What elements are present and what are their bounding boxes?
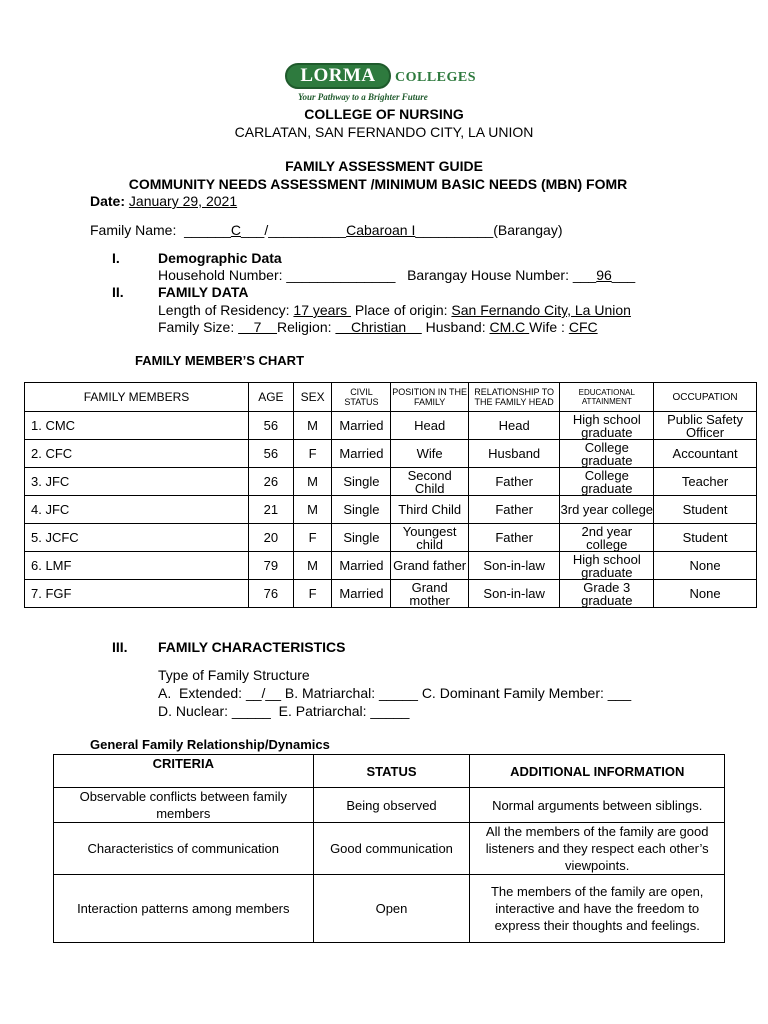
col-family-members-cell: 7. FGF <box>25 580 249 608</box>
col-occupation-cell: Public Safety Officer <box>654 412 757 440</box>
date-label: Date: <box>90 193 126 209</box>
col-occupation-cell: Teacher <box>654 468 757 496</box>
status-header: STATUS <box>313 755 470 788</box>
col-family-members-cell: 3. JFC <box>25 468 249 496</box>
barangay-house-number: 96 <box>596 267 612 283</box>
col-age-cell: 56 <box>248 412 293 440</box>
family-member-table <box>24 382 757 608</box>
criteria-header: CRITERIA <box>54 755 314 788</box>
status-cell: Open <box>313 875 470 943</box>
husband-label: Husband: <box>425 319 486 335</box>
col-occupation-cell: Accountant <box>654 440 757 468</box>
col-occupation-cell: None <box>654 552 757 580</box>
table-row <box>25 468 757 496</box>
col-sex-cell: F <box>293 440 332 468</box>
additional-info-cell: The members of the family are open, interactive and have the freedom to express their thoughts and feelings. <box>470 875 725 943</box>
col-age-cell: 20 <box>248 524 293 552</box>
barangay-house-label: Barangay House Number: <box>407 267 569 283</box>
husband-value: CM.C <box>489 319 530 335</box>
status-cell: Being observed <box>313 788 470 823</box>
col-position-cell: Second Child <box>391 468 468 496</box>
criteria-cell: Observable conflicts between family members <box>54 788 314 823</box>
col-family-members-cell: 2. CFC <box>25 440 249 468</box>
col-sex-cell: M <box>293 468 332 496</box>
col-sex-cell: M <box>293 552 332 580</box>
col-occupation-cell: None <box>654 580 757 608</box>
religion-label: Religion: <box>277 319 332 335</box>
wife-label: Wife : <box>529 319 565 335</box>
date-value: January 29, 2021 <box>128 193 238 209</box>
section-2-num: II. <box>112 284 124 300</box>
col-relationship-cell: Son-in-law <box>468 580 560 608</box>
college-name: COLLEGE OF NURSING <box>304 106 464 122</box>
section-1-title: Demographic Data <box>158 250 282 266</box>
blank: ___ <box>611 267 636 283</box>
dynamics-row <box>54 788 725 823</box>
col-education-cell: College graduate <box>560 440 654 468</box>
dynamics-header-row <box>54 755 725 788</box>
col-relationship-cell: Son-in-law <box>468 552 560 580</box>
family-structure-label: Type of Family Structure <box>158 667 310 683</box>
col-family-members-cell: 6. LMF <box>25 552 249 580</box>
blank: __________(Barangay) <box>415 222 563 238</box>
family-initial: C <box>230 222 241 238</box>
table-header-row <box>25 383 757 412</box>
logo-colleges-text: COLLEGES <box>395 70 477 85</box>
blank: ______ <box>184 222 231 238</box>
col-education-header: EDUCATIONAL ATTAINMENT <box>560 383 654 412</box>
residency-value: 17 years <box>293 302 352 318</box>
section-1-num: I. <box>112 250 120 266</box>
barangay-name: Cabaroan I <box>346 222 416 238</box>
col-sex-cell: F <box>293 580 332 608</box>
logo-text: LORMA <box>300 65 376 86</box>
residency-label: Length of Residency: <box>158 302 290 318</box>
religion-value: Christian <box>335 319 422 335</box>
col-family-members-cell: 4. JFC <box>25 496 249 524</box>
wife-value: CFC <box>568 319 598 335</box>
col-education-cell: High school graduate <box>560 552 654 580</box>
col-position-header: POSITION IN THE FAMILY <box>391 383 468 412</box>
col-sex-header: SEX <box>293 383 332 412</box>
family-size-label: Family Size: <box>158 319 235 335</box>
col-family-members-cell: 1. CMC <box>25 412 249 440</box>
col-education-cell: 2nd year college <box>560 524 654 552</box>
blank: ___/__________ <box>240 222 347 238</box>
logo-tagline: Your Pathway to a Brighter Future <box>298 92 428 102</box>
origin-value: San Fernando City, La Union <box>451 302 631 318</box>
col-relationship-cell: Husband <box>468 440 560 468</box>
col-civil-status-cell: Single <box>332 496 391 524</box>
col-education-cell: High school graduate <box>560 412 654 440</box>
col-sex-cell: M <box>293 496 332 524</box>
blank: ___ <box>572 267 597 283</box>
col-occupation-cell: Student <box>654 524 757 552</box>
family-size-value: 7 <box>238 319 278 335</box>
col-sex-cell: M <box>293 412 332 440</box>
family-name-line <box>90 222 563 238</box>
date-line <box>90 193 237 209</box>
col-relationship-header: RELATIONSHIP TO THE FAMILY HEAD <box>468 383 560 412</box>
col-relationship-cell: Head <box>468 412 560 440</box>
col-sex-cell: F <box>293 524 332 552</box>
additional-info-cell: All the members of the family are good listeners and they respect each other’s viewpoints. <box>470 823 725 875</box>
family-structure-line-1: A. Extended: __/__ B. Matriarchal: _____ C. Dominant Family Member: ___ <box>158 685 632 701</box>
table-row <box>25 440 757 468</box>
criteria-cell: Interaction patterns among members <box>54 875 314 943</box>
col-civil-status-cell: Married <box>332 412 391 440</box>
col-relationship-cell: Father <box>468 524 560 552</box>
col-civil-status-cell: Single <box>332 468 391 496</box>
col-age-cell: 76 <box>248 580 293 608</box>
col-position-cell: Grand mother <box>391 580 468 608</box>
col-age-header: AGE <box>248 383 293 412</box>
table-row <box>25 524 757 552</box>
col-family-members-header: FAMILY MEMBERS <box>25 383 249 412</box>
col-civil-status-cell: Single <box>332 524 391 552</box>
family-structure-line-2: D. Nuclear: _____ E. Patriarchal: _____ <box>158 703 410 719</box>
col-relationship-cell: Father <box>468 468 560 496</box>
household-line <box>158 267 635 283</box>
doc-title: FAMILY ASSESSMENT GUIDE <box>285 158 483 174</box>
residency-line <box>158 302 631 318</box>
col-age-cell: 26 <box>248 468 293 496</box>
col-age-cell: 79 <box>248 552 293 580</box>
family-size-line <box>158 319 598 335</box>
col-civil-status-cell: Married <box>332 552 391 580</box>
col-position-cell: Third Child <box>391 496 468 524</box>
col-civil-status-cell: Married <box>332 440 391 468</box>
lorma-logo <box>285 63 391 89</box>
col-civil-status-header: CIVIL STATUS <box>332 383 391 412</box>
section-2-title: FAMILY DATA <box>158 284 249 300</box>
dynamics-row <box>54 823 725 875</box>
col-position-cell: Wife <box>391 440 468 468</box>
col-civil-status-cell: Married <box>332 580 391 608</box>
col-relationship-cell: Father <box>468 496 560 524</box>
col-position-cell: Youngest child <box>391 524 468 552</box>
additional-info-cell: Normal arguments between siblings. <box>470 788 725 823</box>
additional-info-header: ADDITIONAL INFORMATION <box>470 755 725 788</box>
col-age-cell: 21 <box>248 496 293 524</box>
college-address: CARLATAN, SAN FERNANDO CITY, LA UNION <box>234 124 534 140</box>
status-cell: Good communication <box>313 823 470 875</box>
col-position-cell: Head <box>391 412 468 440</box>
table-row <box>25 412 757 440</box>
blank: ______________ <box>286 267 396 283</box>
section-3-num: III. <box>112 639 128 655</box>
household-label: Household Number: <box>158 267 283 283</box>
section-3-title: FAMILY CHARACTERISTICS <box>158 639 346 655</box>
family-name-label: Family Name: <box>90 222 177 238</box>
col-education-cell: 3rd year college <box>560 496 654 524</box>
family-member-chart-title: FAMILY MEMBER’S CHART <box>135 353 305 368</box>
dynamics-table <box>53 754 725 943</box>
col-occupation-cell: Student <box>654 496 757 524</box>
table-row <box>25 496 757 524</box>
dynamics-row <box>54 875 725 943</box>
doc-subtitle: COMMUNITY NEEDS ASSESSMENT /MINIMUM BASIC NEEDS (MBN) FOMR <box>128 176 628 192</box>
criteria-cell: Characteristics of communication <box>54 823 314 875</box>
col-education-cell: College graduate <box>560 468 654 496</box>
table-row <box>25 552 757 580</box>
col-position-cell: Grand father <box>391 552 468 580</box>
table-row <box>25 580 757 608</box>
col-education-cell: Grade 3 graduate <box>560 580 654 608</box>
col-occupation-header: OCCUPATION <box>654 383 757 412</box>
dynamics-title: General Family Relationship/Dynamics <box>90 737 330 752</box>
origin-label: Place of origin: <box>354 302 448 318</box>
col-family-members-cell: 5. JCFC <box>25 524 249 552</box>
col-age-cell: 56 <box>248 440 293 468</box>
